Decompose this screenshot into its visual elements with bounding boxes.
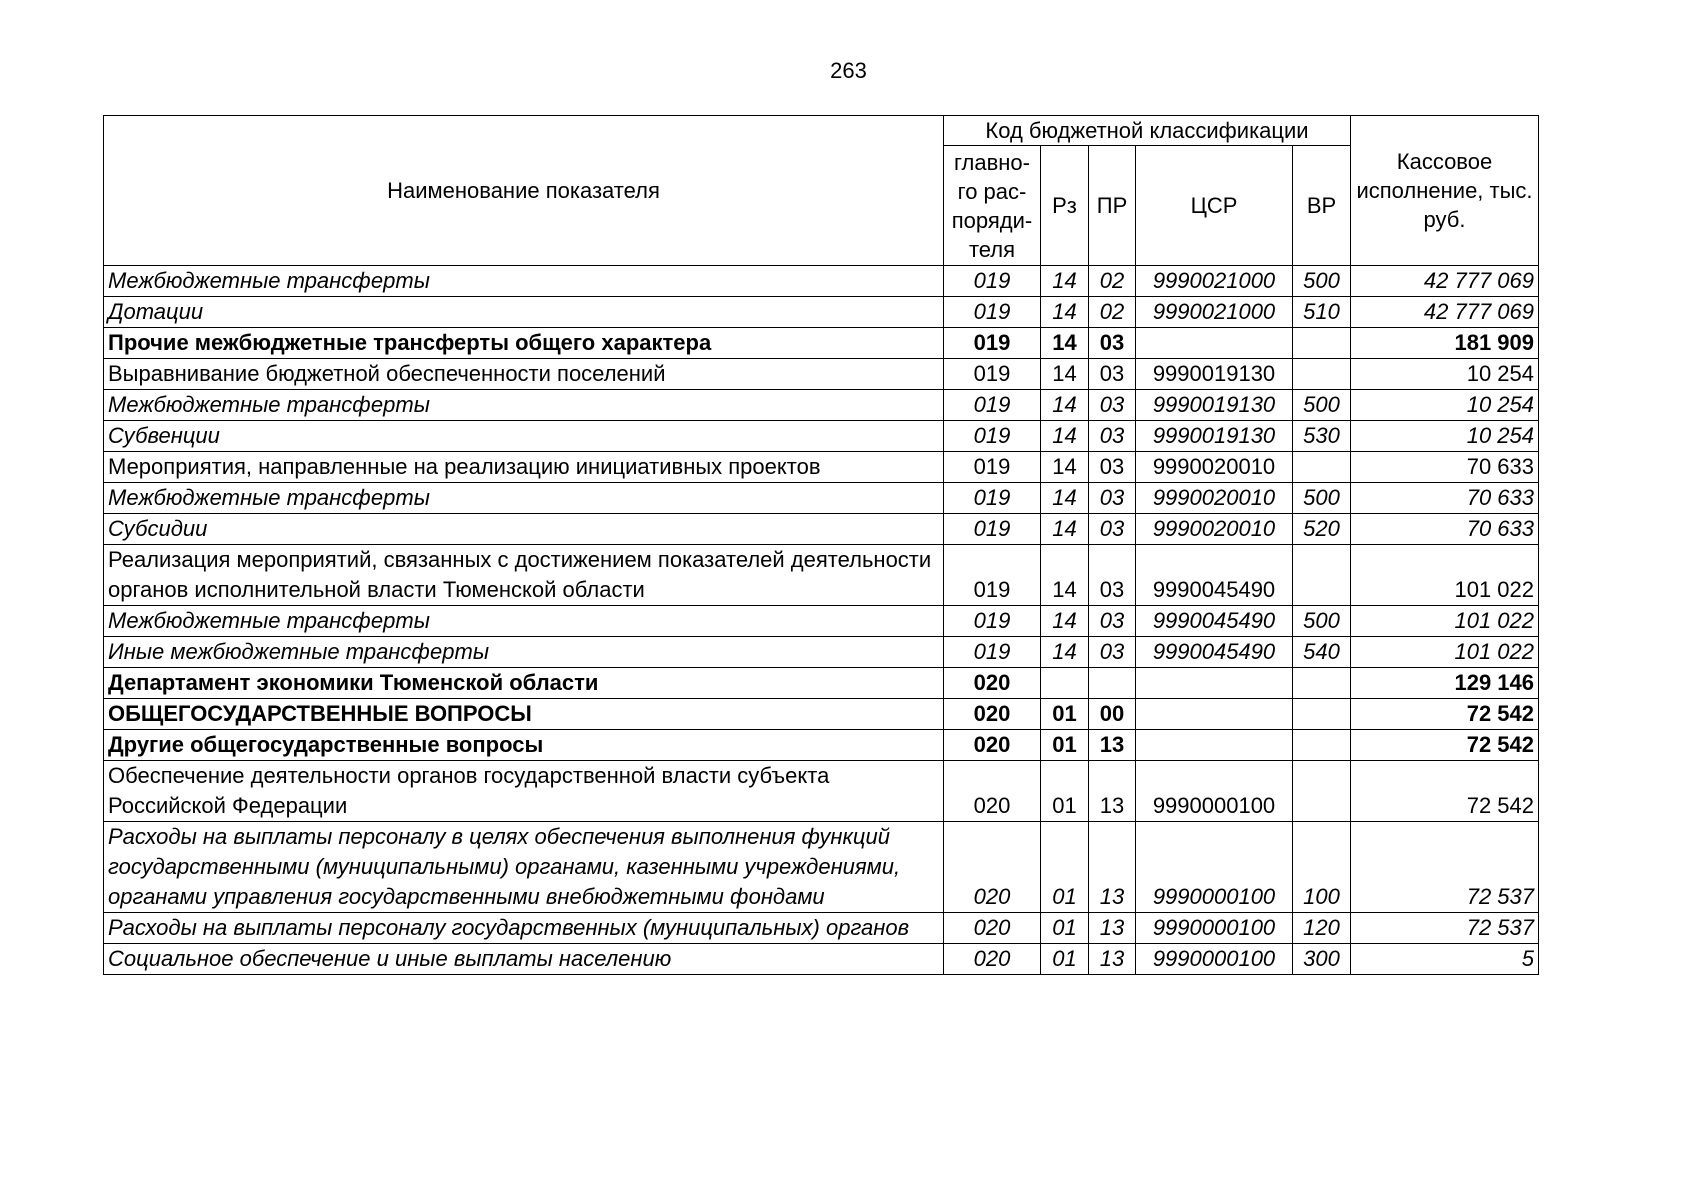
header-admin: главно-го рас-поряди-теля xyxy=(944,146,1041,266)
cell-pr: 03 xyxy=(1089,359,1136,390)
cell-csr: 9990021000 xyxy=(1136,297,1293,328)
cell-csr: 9990045490 xyxy=(1136,545,1293,606)
cell-rz: 14 xyxy=(1041,452,1089,483)
cell-name: Социальное обеспечение и иные выплаты населению xyxy=(104,944,944,975)
cell-admin: 019 xyxy=(944,545,1041,606)
cell-name: Департамент экономики Тюменской области xyxy=(104,668,944,699)
cell-amount: 5 xyxy=(1351,944,1539,975)
cell-name: Дотации xyxy=(104,297,944,328)
cell-admin: 019 xyxy=(944,328,1041,359)
cell-csr: 9990000100 xyxy=(1136,761,1293,822)
cell-rz: 01 xyxy=(1041,944,1089,975)
cell-name: Расходы на выплаты персоналу государственных (муниципальных) органов xyxy=(104,913,944,944)
cell-vr: 300 xyxy=(1293,944,1351,975)
cell-pr: 13 xyxy=(1089,913,1136,944)
cell-amount: 70 633 xyxy=(1351,452,1539,483)
cell-amount: 10 254 xyxy=(1351,390,1539,421)
header-budget-code: Код бюджетной классификации xyxy=(944,116,1351,146)
cell-amount: 129 146 xyxy=(1351,668,1539,699)
cell-vr xyxy=(1293,761,1351,822)
cell-pr: 13 xyxy=(1089,822,1136,913)
cell-pr xyxy=(1089,668,1136,699)
table-row xyxy=(104,637,1539,668)
cell-admin: 020 xyxy=(944,668,1041,699)
cell-csr: 9990021000 xyxy=(1136,266,1293,297)
header-name: Наименование показателя xyxy=(104,116,944,266)
cell-vr: 500 xyxy=(1293,390,1351,421)
cell-amount: 70 633 xyxy=(1351,483,1539,514)
cell-name: Межбюджетные трансферты xyxy=(104,606,944,637)
cell-vr xyxy=(1293,452,1351,483)
cell-name: Межбюджетные трансферты xyxy=(104,390,944,421)
cell-csr: 9990000100 xyxy=(1136,913,1293,944)
table-header xyxy=(104,116,1539,266)
cell-admin: 019 xyxy=(944,390,1041,421)
cell-rz: 14 xyxy=(1041,390,1089,421)
cell-csr xyxy=(1136,668,1293,699)
cell-amount: 101 022 xyxy=(1351,637,1539,668)
cell-rz: 14 xyxy=(1041,328,1089,359)
cell-rz: 01 xyxy=(1041,761,1089,822)
table-row xyxy=(104,761,1539,822)
cell-admin: 019 xyxy=(944,266,1041,297)
cell-csr: 9990000100 xyxy=(1136,944,1293,975)
cell-vr: 100 xyxy=(1293,822,1351,913)
cell-pr: 03 xyxy=(1089,328,1136,359)
cell-admin: 019 xyxy=(944,637,1041,668)
cell-csr: 9990020010 xyxy=(1136,514,1293,545)
cell-pr: 13 xyxy=(1089,730,1136,761)
cell-pr: 03 xyxy=(1089,514,1136,545)
cell-amount: 72 537 xyxy=(1351,822,1539,913)
cell-rz: 01 xyxy=(1041,730,1089,761)
cell-name: Другие общегосударственные вопросы xyxy=(104,730,944,761)
cell-rz: 14 xyxy=(1041,297,1089,328)
cell-admin: 020 xyxy=(944,822,1041,913)
cell-rz: 14 xyxy=(1041,359,1089,390)
cell-pr: 03 xyxy=(1089,483,1136,514)
cell-pr: 03 xyxy=(1089,421,1136,452)
cell-vr: 500 xyxy=(1293,266,1351,297)
cell-pr: 03 xyxy=(1089,545,1136,606)
table-row xyxy=(104,328,1539,359)
cell-vr: 500 xyxy=(1293,606,1351,637)
cell-csr xyxy=(1136,730,1293,761)
cell-csr: 9990019130 xyxy=(1136,390,1293,421)
cell-rz: 01 xyxy=(1041,699,1089,730)
cell-amount: 42 777 069 xyxy=(1351,266,1539,297)
cell-csr: 9990019130 xyxy=(1136,421,1293,452)
cell-amount: 72 542 xyxy=(1351,730,1539,761)
cell-name: Реализация мероприятий, связанных с достижением показателей деятельности органов исполнительной власти Тюменской области xyxy=(104,545,944,606)
cell-admin: 019 xyxy=(944,421,1041,452)
cell-name: Расходы на выплаты персоналу в целях обеспечения выполнения функций государственными (муниципальными) органами, казенными учреждениями, органами управления государственными внебюджетными фондами xyxy=(104,822,944,913)
cell-vr xyxy=(1293,699,1351,730)
header-pr: ПР xyxy=(1089,146,1136,266)
cell-admin: 019 xyxy=(944,297,1041,328)
cell-name: Субвенции xyxy=(104,421,944,452)
table-row xyxy=(104,944,1539,975)
cell-amount: 70 633 xyxy=(1351,514,1539,545)
cell-rz: 14 xyxy=(1041,545,1089,606)
cell-vr: 120 xyxy=(1293,913,1351,944)
cell-vr xyxy=(1293,730,1351,761)
cell-vr xyxy=(1293,328,1351,359)
table-row xyxy=(104,514,1539,545)
cell-admin: 019 xyxy=(944,452,1041,483)
cell-amount: 42 777 069 xyxy=(1351,297,1539,328)
cell-name: Прочие межбюджетные трансферты общего характера xyxy=(104,328,944,359)
cell-pr: 03 xyxy=(1089,452,1136,483)
cell-name: Обеспечение деятельности органов государственной власти субъекта Российской Федерации xyxy=(104,761,944,822)
cell-csr: 9990020010 xyxy=(1136,452,1293,483)
header-csr: ЦСР xyxy=(1136,146,1293,266)
cell-csr xyxy=(1136,699,1293,730)
cell-amount: 10 254 xyxy=(1351,421,1539,452)
cell-admin: 019 xyxy=(944,359,1041,390)
table-row xyxy=(104,297,1539,328)
cell-vr xyxy=(1293,545,1351,606)
cell-pr: 02 xyxy=(1089,266,1136,297)
cell-amount: 181 909 xyxy=(1351,328,1539,359)
cell-name: Мероприятия, направленные на реализацию инициативных проектов xyxy=(104,452,944,483)
cell-rz: 14 xyxy=(1041,606,1089,637)
table-row xyxy=(104,266,1539,297)
budget-table xyxy=(103,115,1539,975)
cell-pr: 03 xyxy=(1089,637,1136,668)
page-number: 263 xyxy=(830,58,867,83)
cell-admin: 019 xyxy=(944,514,1041,545)
cell-amount: 72 542 xyxy=(1351,699,1539,730)
cell-admin: 020 xyxy=(944,699,1041,730)
table-row xyxy=(104,390,1539,421)
cell-rz: 14 xyxy=(1041,483,1089,514)
cell-admin: 019 xyxy=(944,606,1041,637)
header-amount: Кассовое исполнение, тыс. руб. xyxy=(1351,116,1539,266)
cell-pr: 03 xyxy=(1089,606,1136,637)
table-row xyxy=(104,730,1539,761)
table-row xyxy=(104,668,1539,699)
table-row xyxy=(104,606,1539,637)
cell-admin: 020 xyxy=(944,913,1041,944)
cell-vr xyxy=(1293,668,1351,699)
cell-admin: 020 xyxy=(944,761,1041,822)
cell-vr: 500 xyxy=(1293,483,1351,514)
table-row xyxy=(104,913,1539,944)
table-row xyxy=(104,483,1539,514)
cell-csr: 9990045490 xyxy=(1136,606,1293,637)
cell-vr: 520 xyxy=(1293,514,1351,545)
cell-pr: 13 xyxy=(1089,944,1136,975)
cell-csr xyxy=(1136,328,1293,359)
cell-vr: 510 xyxy=(1293,297,1351,328)
table-row xyxy=(104,545,1539,606)
table-row xyxy=(104,452,1539,483)
cell-amount: 101 022 xyxy=(1351,545,1539,606)
cell-csr: 9990045490 xyxy=(1136,637,1293,668)
cell-admin: 019 xyxy=(944,483,1041,514)
table-row xyxy=(104,359,1539,390)
cell-pr: 02 xyxy=(1089,297,1136,328)
cell-pr: 00 xyxy=(1089,699,1136,730)
header-rz: Рз xyxy=(1041,146,1089,266)
cell-rz: 14 xyxy=(1041,637,1089,668)
cell-name: Субсидии xyxy=(104,514,944,545)
cell-amount: 101 022 xyxy=(1351,606,1539,637)
cell-name: Межбюджетные трансферты xyxy=(104,483,944,514)
cell-amount: 72 537 xyxy=(1351,913,1539,944)
cell-vr: 530 xyxy=(1293,421,1351,452)
cell-pr: 03 xyxy=(1089,390,1136,421)
table-body xyxy=(104,266,1539,975)
cell-name: Выравнивание бюджетной обеспеченности поселений xyxy=(104,359,944,390)
cell-vr: 540 xyxy=(1293,637,1351,668)
cell-name: ОБЩЕГОСУДАРСТВЕННЫЕ ВОПРОСЫ xyxy=(104,699,944,730)
cell-vr xyxy=(1293,359,1351,390)
cell-rz: 14 xyxy=(1041,514,1089,545)
cell-rz: 01 xyxy=(1041,913,1089,944)
cell-rz xyxy=(1041,668,1089,699)
cell-amount: 72 542 xyxy=(1351,761,1539,822)
cell-csr: 9990000100 xyxy=(1136,822,1293,913)
table-row xyxy=(104,699,1539,730)
cell-rz: 14 xyxy=(1041,266,1089,297)
cell-pr: 13 xyxy=(1089,761,1136,822)
cell-rz: 14 xyxy=(1041,421,1089,452)
table-row xyxy=(104,421,1539,452)
cell-name: Иные межбюджетные трансферты xyxy=(104,637,944,668)
cell-admin: 020 xyxy=(944,944,1041,975)
header-vr: ВР xyxy=(1293,146,1351,266)
cell-amount: 10 254 xyxy=(1351,359,1539,390)
cell-csr: 9990020010 xyxy=(1136,483,1293,514)
cell-rz: 01 xyxy=(1041,822,1089,913)
table-row xyxy=(104,822,1539,913)
cell-admin: 020 xyxy=(944,730,1041,761)
cell-name: Межбюджетные трансферты xyxy=(104,266,944,297)
cell-csr: 9990019130 xyxy=(1136,359,1293,390)
